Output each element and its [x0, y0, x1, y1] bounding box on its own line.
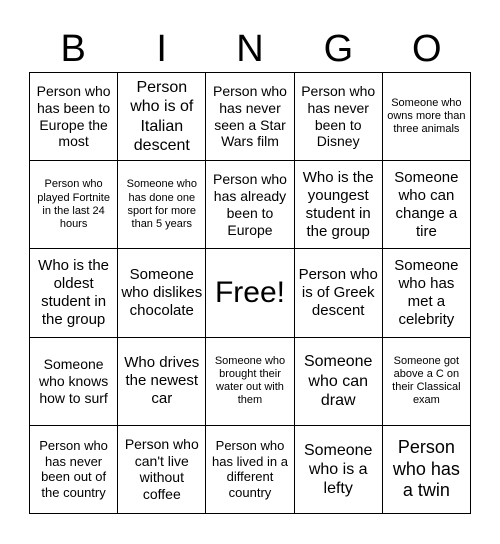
cell-text: Someone who can draw — [303, 353, 373, 409]
bingo-cell[interactable] — [206, 426, 294, 514]
cell-text: Who is the oldest student in the group — [38, 256, 110, 328]
cell-text: Person who has never been to Disney — [301, 83, 376, 150]
bingo-cell[interactable] — [30, 426, 118, 514]
header-letter-i: I — [156, 28, 167, 70]
cell-text: Person who has already been to Europe — [213, 171, 287, 238]
cell-text: Someone who has met a celebrity — [394, 256, 459, 328]
bingo-cell[interactable] — [383, 73, 471, 161]
cell-text: Someone who has done one sport for more than 5 years — [126, 178, 197, 230]
bingo-cell[interactable] — [295, 338, 383, 426]
bingo-cell[interactable] — [383, 249, 471, 337]
cell-text: Person who played Fortnite in the last 24 hours — [37, 178, 110, 230]
cell-text: Person who has been to Europe the most — [36, 83, 111, 150]
cell-text: Someone who dislikes chocolate — [121, 265, 203, 319]
cell-text: Person who can't live without coffee — [124, 435, 199, 503]
bingo-cell[interactable] — [295, 161, 383, 249]
free-space-text: Free! — [214, 275, 285, 309]
cell-text: Someone who is a lefty — [303, 441, 373, 497]
cell-text: Person who has lived in a different country — [212, 438, 288, 500]
bingo-cell[interactable] — [206, 161, 294, 249]
bingo-cell[interactable] — [118, 73, 206, 161]
header-letter-o: O — [412, 28, 442, 70]
cell-text: Who is the youngest student in the group — [302, 168, 374, 240]
bingo-cell[interactable] — [118, 426, 206, 514]
cell-text: Someone got above a C on their Classical exam — [392, 354, 461, 407]
cell-text: Person who has a twin — [392, 437, 460, 501]
bingo-cell[interactable] — [118, 249, 206, 337]
bingo-cell[interactable] — [383, 426, 471, 514]
header-letter-g: G — [323, 28, 354, 70]
cell-text: Person who is of Greek descent — [298, 265, 378, 319]
bingo-cell[interactable] — [295, 426, 383, 514]
cell-text: Person who is of Italian descent — [130, 79, 194, 154]
cell-text: Person who has never been out of the country — [39, 438, 108, 500]
bingo-cell[interactable] — [118, 161, 206, 249]
bingo-cell[interactable] — [30, 73, 118, 161]
cell-text: Someone who can change a tire — [394, 168, 459, 240]
cell-text: Someone who knows how to surf — [38, 356, 109, 406]
bingo-cell[interactable] — [30, 338, 118, 426]
cell-text: Who drives the newest car — [124, 354, 200, 408]
bingo-cell[interactable] — [206, 73, 294, 161]
bingo-cell[interactable] — [295, 73, 383, 161]
cell-text: Person who has never seen a Star Wars film — [213, 83, 287, 150]
bingo-cell[interactable] — [383, 161, 471, 249]
bingo-cell[interactable] — [295, 249, 383, 337]
header-letter-b: B — [60, 28, 86, 70]
bingo-cell[interactable] — [30, 161, 118, 249]
bingo-cell[interactable] — [383, 338, 471, 426]
bingo-grid — [29, 72, 471, 514]
header-letter-n: N — [236, 28, 264, 70]
bingo-cell[interactable] — [30, 249, 118, 337]
cell-text: Someone who owns more than three animals — [387, 96, 466, 136]
cell-text: Someone who brought their water out with them — [214, 354, 286, 407]
bingo-header — [29, 26, 471, 72]
bingo-cell[interactable] — [206, 338, 294, 426]
free-space-cell[interactable] — [206, 249, 294, 337]
bingo-cell[interactable] — [118, 338, 206, 426]
